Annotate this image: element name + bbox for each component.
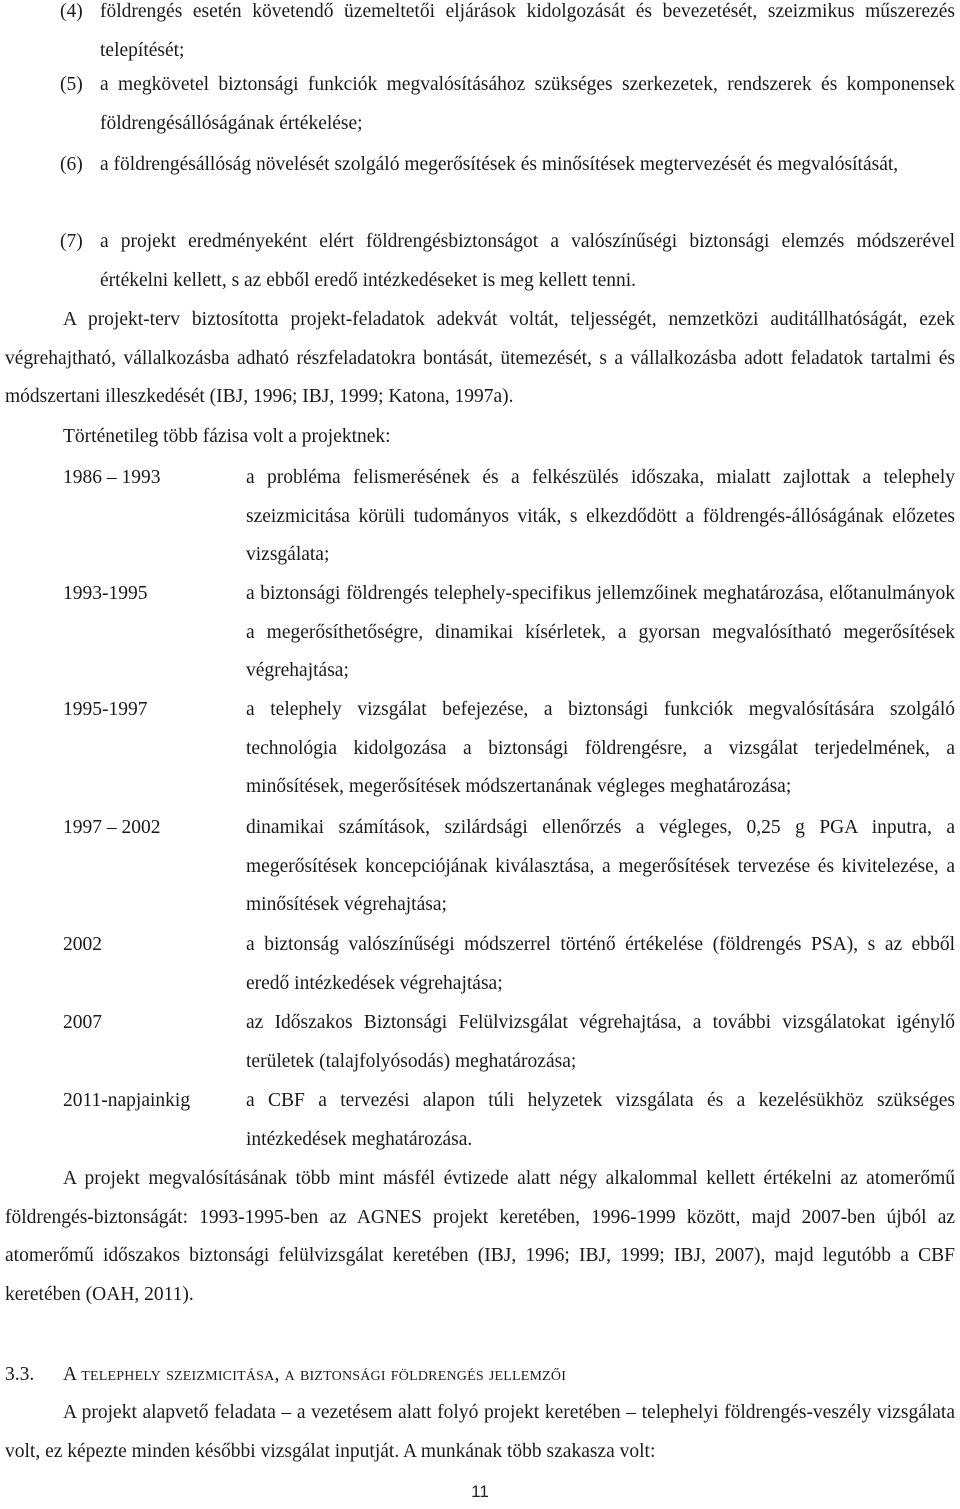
- timeline-phase: [63, 575, 955, 691]
- list-number: (4): [60, 1, 83, 22]
- timeline-phase: [63, 459, 955, 575]
- section-number: 3.3.: [5, 1364, 35, 1385]
- phase-years: 2007: [63, 1012, 102, 1033]
- phase-years: 1986 – 1993: [63, 467, 161, 488]
- phase-description: a CBF a tervezési alapon túli helyzetek vizsgálata és a kezelésükhöz szükséges intézkedések meghatározása.: [246, 1090, 955, 1150]
- timeline-phase: [63, 809, 955, 925]
- phase-years: 1995-1997: [63, 699, 148, 720]
- list-item: [60, 0, 955, 70]
- list-text: földrengés esetén követendő üzemeltetői eljárások kidolgozását és bevezetését, szeizmikus műszerezés telepítését;: [100, 1, 955, 61]
- timeline-phase: [63, 926, 955, 1003]
- list-item: [60, 66, 955, 143]
- list-number: (6): [60, 154, 83, 175]
- phase-years: 1993-1995: [63, 583, 148, 604]
- phase-description: a biztonság valószínűségi módszerrel történő értékelése (földrengés PSA), s az ebből eredő intézkedések végrehajtása;: [246, 934, 955, 994]
- phase-description: a probléma felismerésének és a felkészülés időszaka, mialatt zajlottak a telephely szeizmicitása körüli tudományos viták, s elkezdődött a földrengés-állóságának előzetes vizsgálata;: [246, 467, 955, 566]
- list-text: a megkövetel biztonsági funkciók megvalósításához szükséges szerkezetek, rendszerek és komponensek földrengésállóságának értékelése;: [100, 74, 955, 134]
- phase-years: 2002: [63, 934, 102, 955]
- page-number: 11: [471, 1482, 489, 1501]
- phase-description: dinamikai számítások, szilárdsági ellenőrzés a végleges, 0,25 g PGA inputra, a megerősítések koncepciójának kiválasztása, a megerősítések tervezése és kivitelezése, a minősítések végrehajtása;: [246, 817, 955, 916]
- timeline-phase: [63, 1004, 955, 1081]
- phase-years: 1997 – 2002: [63, 817, 161, 838]
- section-heading: [5, 1356, 955, 1394]
- list-item: [60, 223, 955, 300]
- paragraph-project-plan: A projekt-terv biztosította projekt-feladatok adekvát voltát, teljességét, nemzetközi auditállhatóságát, ezek végrehajtható, vállalkozásba adható részfeladatokra bontását, ütemezését, s a vállalkozásba adott feladatok tartalmi és módszertani illeszkedését (IBJ, 1996; IBJ, 1999; Katona, 1997a).: [5, 309, 955, 408]
- phase-description: a telephely vizsgálat befejezése, a biztonsági funkciók megvalósítására szolgáló technológia kidolgozása a biztonsági földrengésre, a vizsgálat terjedelmének, a minősítések, megerősítések módszertanának végleges meghatározása;: [246, 699, 955, 798]
- history-intro: Történetileg több fázisa volt a projektnek:: [63, 426, 391, 447]
- timeline-phase: [63, 1082, 955, 1159]
- list-item: [60, 146, 955, 185]
- paragraph-site-hazard: A projekt alapvető feladata – a vezetésem alatt folyó projekt keretében – telephelyi földrengés-veszély vizsgálata volt, ez képezte minden későbbi vizsgálat inputját. A munkának több szakasza volt:: [5, 1402, 955, 1462]
- list-text: a földrengésállóság növelését szolgáló megerősítések és minősítések megtervezését és megvalósítását,: [100, 154, 899, 175]
- timeline-phase: [63, 691, 955, 807]
- list-number: (5): [60, 74, 83, 95]
- phase-description: az Időszakos Biztonsági Felülvizsgálat végrehajtása, a további vizsgálatokat igénylő területek (talajfolyósodás) meghatározása;: [246, 1012, 955, 1072]
- list-text: a projekt eredményeként elért földrengésbiztonságot a valószínűségi biztonsági elemzés módszerével értékelni kellett, s az ebből eredő intézkedéseket is meg kellett tenni.: [100, 231, 955, 291]
- phase-description: a biztonsági földrengés telephely-specifikus jellemzőinek meghatározása, előtanulmányok a megerősíthetőségre, dinamikai kísérletek, a gyorsan megvalósítható megerősítések végrehajtása;: [246, 583, 955, 682]
- paragraph-evaluations: A projekt megvalósításának több mint másfél évtizede alatt négy alkalommal kellett értékelni az atomerőmű földrengés-biztonságát: 1993-1995-ben az AGNES projekt keretében, 1996-1999 között, majd 2007-ben újból az atomerőmű időszakos biztonsági felülvizsgálat keretében (IBJ, 1996; IBJ, 1999; IBJ, 2007), majd legutóbb a CBF keretében (OAH, 2011).: [5, 1168, 955, 1305]
- phase-years: 2011-napjainkig: [63, 1090, 191, 1111]
- list-number: (7): [60, 231, 83, 252]
- section-title: A telephely szeizmicitása, a biztonsági földrengés jellemzői: [63, 1364, 567, 1385]
